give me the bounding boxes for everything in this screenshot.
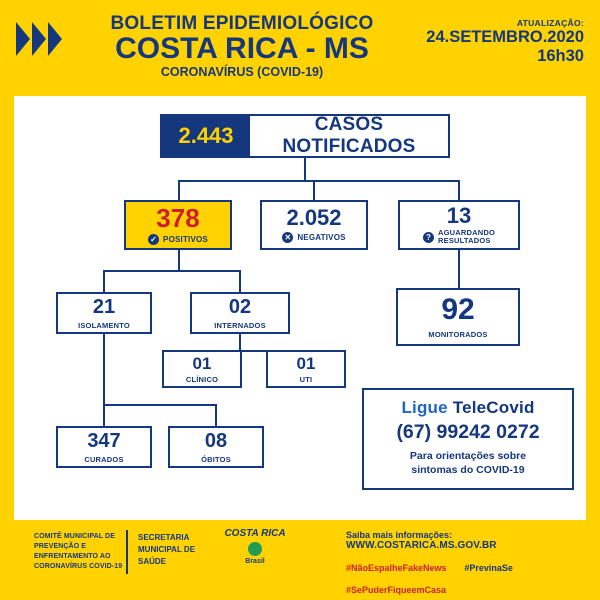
telecovid-title-suffix: TeleCovid <box>452 398 535 417</box>
clinical-value: 01 <box>192 353 212 373</box>
connector-line <box>313 180 315 200</box>
city-logo-line2: Brasil <box>245 558 265 565</box>
connector-line <box>103 334 105 426</box>
notified-cases-label: CASOS NOTIFICADOS <box>282 114 416 157</box>
chevron-right-icon <box>48 22 62 56</box>
negatives-label: NEGATIVOS <box>297 233 346 242</box>
telecovid-panel <box>362 388 574 490</box>
interned-value: 02 <box>228 295 252 318</box>
chevron-right-icon <box>16 22 30 56</box>
deaths-label: ÓBITOS <box>201 454 231 464</box>
telecovid-title-prefix: Ligue <box>401 398 448 417</box>
notified-cases-value: 2.443 <box>162 116 250 156</box>
monitored-value: 92 <box>441 293 475 326</box>
connector-line <box>178 180 180 200</box>
telecovid-sub-line2: sintomas do COVID-19 <box>411 463 525 476</box>
positives-label: POSITIVOS <box>163 235 208 244</box>
title-line-1: BOLETIM EPIDEMIOLÓGICO <box>110 13 374 34</box>
deaths-value: 08 <box>204 429 228 452</box>
positives-box <box>124 200 232 250</box>
city-logo <box>216 529 294 565</box>
hashtag-fakenews[interactable]: #NãoEspalheFakeNews <box>346 563 447 573</box>
footer-info <box>346 530 586 599</box>
awaiting-results-label-line2: RESULTADOS <box>438 236 491 245</box>
hashtag-previnase[interactable]: #PrevinaSe <box>464 563 513 573</box>
awaiting-results-box <box>398 200 520 250</box>
update-info <box>426 18 584 66</box>
monitored-box <box>396 288 520 346</box>
notified-cases-box <box>160 114 450 158</box>
footer-divider <box>126 530 128 574</box>
telecovid-sub-line1: Para orientações sobre <box>409 450 527 462</box>
interned-label: INTERNADOS <box>214 320 266 330</box>
footer <box>0 524 600 600</box>
website-link[interactable]: WWW.COSTARICA.MS.GOV.BR <box>346 540 497 551</box>
positives-value: 378 <box>156 203 200 233</box>
cured-box <box>56 426 152 468</box>
chevron-logo <box>16 22 62 56</box>
telecovid-title <box>364 398 572 418</box>
connector-line <box>215 404 217 426</box>
connector-line <box>458 250 460 288</box>
cured-label: CURADOS <box>84 454 124 464</box>
monitored-label: MONITORADOS <box>428 330 488 339</box>
icu-box <box>266 350 346 388</box>
connector-line <box>304 158 306 180</box>
connector-line <box>103 270 241 272</box>
hashtag-fiqueemcasa[interactable]: #SePuderFiqueemCasa <box>346 584 447 595</box>
telecovid-phone[interactable]: (67) 99242 0272 <box>396 421 540 443</box>
header <box>0 0 600 92</box>
page-title <box>92 14 392 79</box>
cured-value: 347 <box>87 429 121 452</box>
connector-line <box>178 250 180 270</box>
connector-line <box>178 180 460 182</box>
committee-text: COMITÊ MUNICIPAL DE PREVENÇÃO E ENFRENTAMENTO AO CORONAVÍRUS COVID-19 <box>34 533 123 571</box>
clinical-label: CLÍNICO <box>185 374 219 384</box>
isolation-box <box>56 292 152 334</box>
more-info-label: Saiba mais informações: <box>346 530 453 540</box>
close-icon: ✕ <box>282 232 293 243</box>
flowchart-panel <box>14 96 586 520</box>
title-line-2: COSTA RICA - MS <box>115 31 369 65</box>
negatives-value: 2.052 <box>286 205 342 230</box>
connector-line <box>103 404 216 406</box>
interned-box <box>190 292 290 334</box>
awaiting-results-label-line1: AGUARDANDO <box>438 227 495 237</box>
connector-line <box>239 270 241 292</box>
icu-value: 01 <box>296 353 316 373</box>
secretary-text: SECRETARIA MUNICIPAL DE SAÚDE <box>138 533 196 566</box>
connector-line <box>103 270 105 292</box>
isolation-label: ISOLAMENTO <box>78 320 130 330</box>
check-icon: ✓ <box>148 234 159 245</box>
city-logo-line1: COSTA RICA <box>224 528 286 539</box>
globe-icon <box>248 542 262 556</box>
chevron-right-icon <box>32 22 46 56</box>
update-time: 16h30 <box>537 46 584 65</box>
title-line-3: CORONAVÍRUS (COVID-19) <box>160 65 324 80</box>
clinical-box <box>162 350 242 388</box>
icu-label: UTI <box>299 374 313 384</box>
negatives-box <box>260 200 368 250</box>
isolation-value: 21 <box>92 295 116 318</box>
update-label: ATUALIZAÇÃO: <box>516 18 584 28</box>
connector-line <box>458 180 460 200</box>
awaiting-results-value: 13 <box>446 202 472 228</box>
deaths-box <box>168 426 264 468</box>
update-date: 24.SETEMBRO.2020 <box>426 28 584 46</box>
question-icon: ? <box>423 232 434 243</box>
